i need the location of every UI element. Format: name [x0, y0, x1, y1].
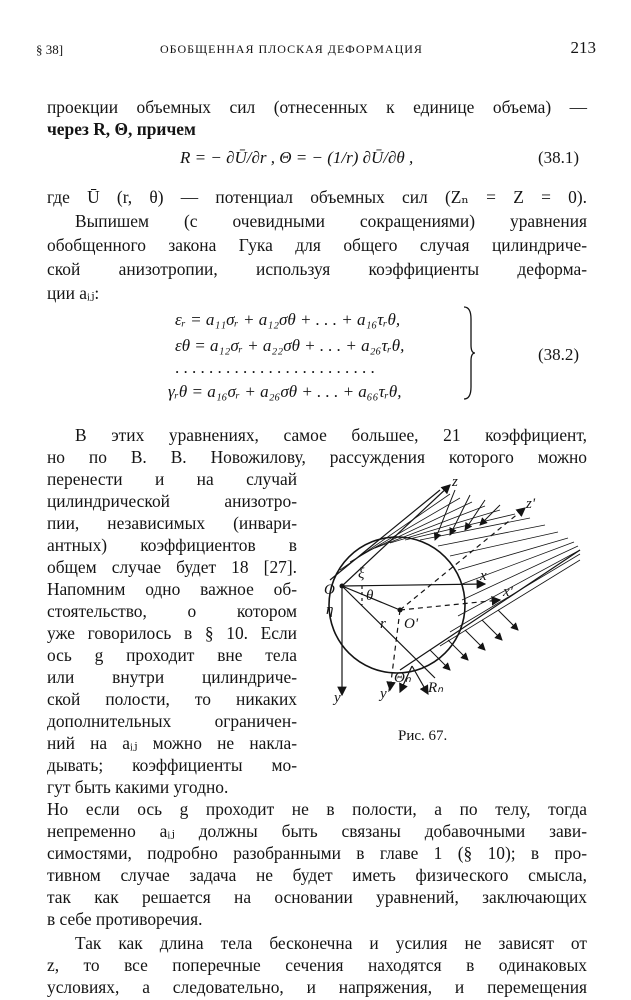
label-theta: θ	[366, 588, 374, 604]
label-origin-prime: O'	[404, 616, 419, 632]
label-x-prime: x'	[503, 584, 513, 600]
label-eta: η	[326, 602, 334, 618]
text-line: перенести и на случай	[47, 469, 297, 489]
label-x: x	[480, 568, 487, 584]
label-origin: O	[324, 582, 335, 598]
label-y: y	[334, 690, 341, 706]
label-r: r	[380, 616, 386, 632]
equation-38-2-row: εᵣ = a₁₁σᵣ + a₁₂σθ + . . . + a₁₆τᵣθ,	[175, 310, 401, 329]
equation-38-1: R = − ∂Ū/∂r , Θ = − (1/r) ∂Ū/∂θ ,	[180, 148, 414, 167]
text-line: Напомним одно важное об-	[47, 579, 297, 599]
hatching-lines	[340, 494, 580, 646]
text-line: ось g проходит вне тела	[47, 645, 297, 665]
text-line: уже говорилось в § 10. Если	[47, 623, 297, 643]
text-line: стоятельство, о котором	[47, 601, 297, 621]
text-line: пии, независимых (инвари-	[47, 513, 297, 533]
text-line: ской анизотропии, используя коэффициенты деформа-	[47, 259, 587, 279]
text-line: или внутри цилиндриче-	[47, 667, 297, 687]
equation-number-38-1: (38.1)	[538, 148, 580, 167]
equation-number-38-2: (38.2)	[538, 345, 580, 364]
equation-38-2-dots: . . . . . . . . . . . . . . . . . . . . . . . .	[175, 358, 375, 377]
text-line: дывать; коэффициенты мо-	[47, 755, 297, 775]
equation-brace	[462, 305, 476, 401]
text-line: через R, Θ, причем	[47, 119, 196, 139]
text-line: общем случае будет 18 [27].	[47, 557, 297, 577]
text-line: z, то все поперечные сечения находятся в одинаковых	[47, 955, 587, 975]
text-line: ний на aᵢⱼ можно не накла-	[47, 733, 297, 753]
text-line: в себе противоречия.	[47, 909, 203, 929]
label-theta-n: Θₙ	[394, 670, 411, 686]
text-line: где Ū (r, θ) — потенциал объемных сил (Zₙ = Z = 0).	[47, 187, 587, 207]
text-line: антных) коэффициентов в	[47, 535, 297, 555]
text-line: Так как длина тела бесконечна и усилия не зависят от	[75, 933, 587, 953]
label-z: z	[452, 474, 458, 490]
figure-caption: Рис. 67.	[398, 728, 448, 744]
page-number: 213	[570, 38, 596, 57]
figure-67-cylinder	[300, 470, 600, 720]
text-line: условиях, а следовательно, и напряжения, и перемещения	[47, 977, 587, 997]
label-y-prime: y'	[380, 686, 390, 702]
text-line: но по В. В. Новожилову, рассуждения которого можно	[47, 447, 587, 467]
label-xi: ξ	[358, 566, 365, 582]
cross-section-ellipse	[329, 537, 465, 673]
text-line: Выпишем (с очевидными сокращениями) уравнения	[75, 211, 587, 231]
text-line: обобщенного закона Гука для общего случая цилиндриче-	[47, 235, 587, 255]
label-z-prime: z'	[526, 496, 536, 512]
running-header	[36, 38, 596, 60]
text-line: симостями, подробно разобранными в главе 1 (§ 10); в про-	[47, 843, 587, 863]
text-line: гут быть какими угодно.	[47, 777, 229, 797]
text-line: Но если ось g проходит не в полости, а по телу, тогда	[47, 799, 587, 819]
text-line: тивном случае задача не будет иметь физического смысла,	[47, 865, 587, 885]
header-section: § 38]	[36, 42, 64, 57]
text-line: непременно aᵢⱼ должны быть связаны добавочными зави-	[47, 821, 587, 841]
text-line: В этих уравнениях, самое большее, 21 коэффициент,	[75, 425, 587, 445]
text-line: ции aᵢⱼ:	[47, 283, 100, 303]
text-line: проекции объемных сил (отнесенных к единице объема) —	[47, 97, 587, 117]
text-line: так как решается на основании уравнений, заключающих	[47, 887, 587, 907]
text-line: дополнительных ограничен-	[47, 711, 297, 731]
text-line: цилиндрической анизотро-	[47, 491, 297, 511]
header-title: ОБОБЩЕННАЯ ПЛОСКАЯ ДЕФОРМАЦИЯ	[160, 42, 423, 56]
equation-38-2-row: γᵣθ = a₁₆σᵣ + a₂₆σθ + . . . + a₆₆τᵣθ,	[168, 382, 402, 401]
text-line: ской полости, то никаких	[47, 689, 297, 709]
equation-38-2-row: εθ = a₁₂σᵣ + a₂₂σθ + . . . + a₂₆τᵣθ,	[175, 336, 405, 355]
label-r-n: Rₙ	[428, 680, 444, 696]
